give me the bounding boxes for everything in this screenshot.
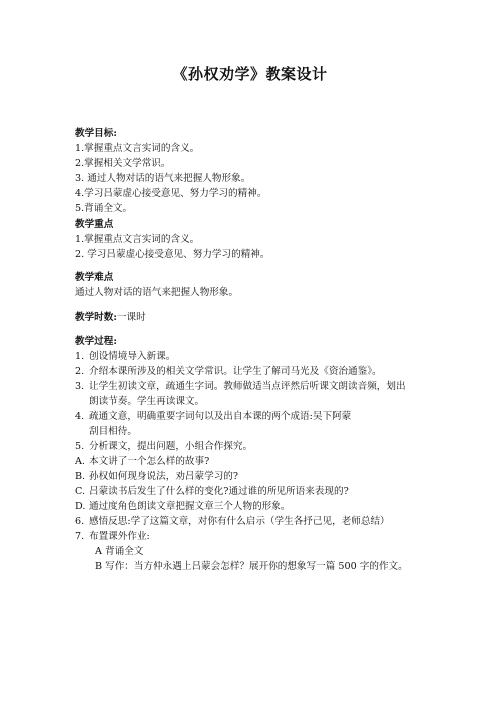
objectives-heading: 教学目标: (75, 128, 117, 139)
hours-heading: 教学时数: (75, 312, 117, 323)
step-number: 4. (75, 411, 85, 422)
process-step (75, 379, 445, 394)
step-text: 分析课文，提出问题，小组合作探究。 (89, 441, 253, 452)
process-step (75, 514, 445, 529)
key-points-heading: 教学重点 (75, 219, 114, 230)
objective-item: 1.掌握重点文言实词的含义。 (75, 143, 200, 154)
step-text: 让学生初读文章，疏通生字词。教师做适当点评然后听课文朗读音频，划出 (89, 381, 406, 392)
process-step (75, 349, 445, 364)
step-text: 感悟反思:学了这篇文章，对你有什么启示（学生各抒己见，老师总结） (89, 516, 390, 527)
process-step (75, 499, 445, 514)
step-text: 吕蒙读书后发生了什么样的变化?通过谁的所见所语来表现的? (89, 486, 349, 497)
key-point-item: 1.掌握重点文言实词的含义。 (75, 234, 200, 245)
process-step (75, 409, 445, 424)
step-number: 3. (75, 381, 85, 392)
step-number: A. (75, 456, 85, 467)
step-text-continued: 刮目相待。 (89, 426, 137, 437)
step-text: 创设情境导入新课。 (89, 351, 176, 362)
objective-item: 3. 通过人物对话的语气来把握人物形象。 (75, 173, 251, 184)
hours-value: 一课时 (116, 312, 146, 323)
process-step (75, 529, 445, 544)
step-number: 2. (75, 366, 85, 377)
step-number: C. (75, 486, 86, 497)
process-step (75, 364, 445, 379)
step-number: 5. (75, 441, 85, 452)
difficulties-section (75, 270, 445, 300)
difficulties-heading: 教学难点 (75, 272, 114, 283)
process-heading: 教学过程: (75, 336, 117, 347)
step-number: B. (75, 471, 86, 482)
step-text: 孙权如何现身说法，劝吕蒙学习的? (89, 471, 239, 482)
step-text: 通过度角色朗读文章把握文章三个人物的形象。 (89, 501, 291, 512)
process-section (75, 334, 445, 574)
key-point-item: 2. 学习吕蒙虚心接受意见、努力学习的精神。 (75, 249, 270, 260)
step-text-continued: 朗读节奏。学生再读课文。 (89, 396, 205, 407)
step-number: 7. (75, 531, 85, 542)
process-step (75, 439, 445, 454)
process-step (75, 454, 445, 469)
objective-item: 5.背诵全文。 (75, 203, 133, 214)
step-number: 6. (75, 516, 85, 527)
homework-item: B 写作：当方仲永遇上吕蒙会怎样？展开你的想象写一篇 500 字的作文。 (95, 561, 408, 572)
objective-item: 2.掌握相关文学常识。 (75, 158, 171, 169)
step-text: 本文讲了一个怎么样的故事? (89, 456, 210, 467)
hours-section (75, 310, 445, 325)
step-text: 介绍本课所涉及的相关文学常识。让学生了解司马光及《资治通鉴》。 (89, 366, 382, 377)
homework-item: A 背诵全文 (95, 546, 144, 557)
key-points-section (75, 217, 445, 262)
objective-item: 4.学习吕蒙虚心接受意见、努力学习的精神。 (75, 188, 267, 199)
document-title: 《孙权劝学》教案设计 (172, 65, 328, 83)
step-text: 布置课外作业: (89, 531, 150, 542)
process-step (75, 484, 445, 499)
objectives-section (75, 126, 445, 216)
step-text: 疏通文意，明确重要字词句以及出自本课的两个成语:吴下阿蒙 (89, 411, 352, 422)
difficulties-text: 通过人物对话的语气来把握人物形象。 (75, 287, 239, 298)
process-step (75, 469, 445, 484)
step-number: D. (75, 501, 86, 512)
step-number: 1. (75, 351, 85, 362)
